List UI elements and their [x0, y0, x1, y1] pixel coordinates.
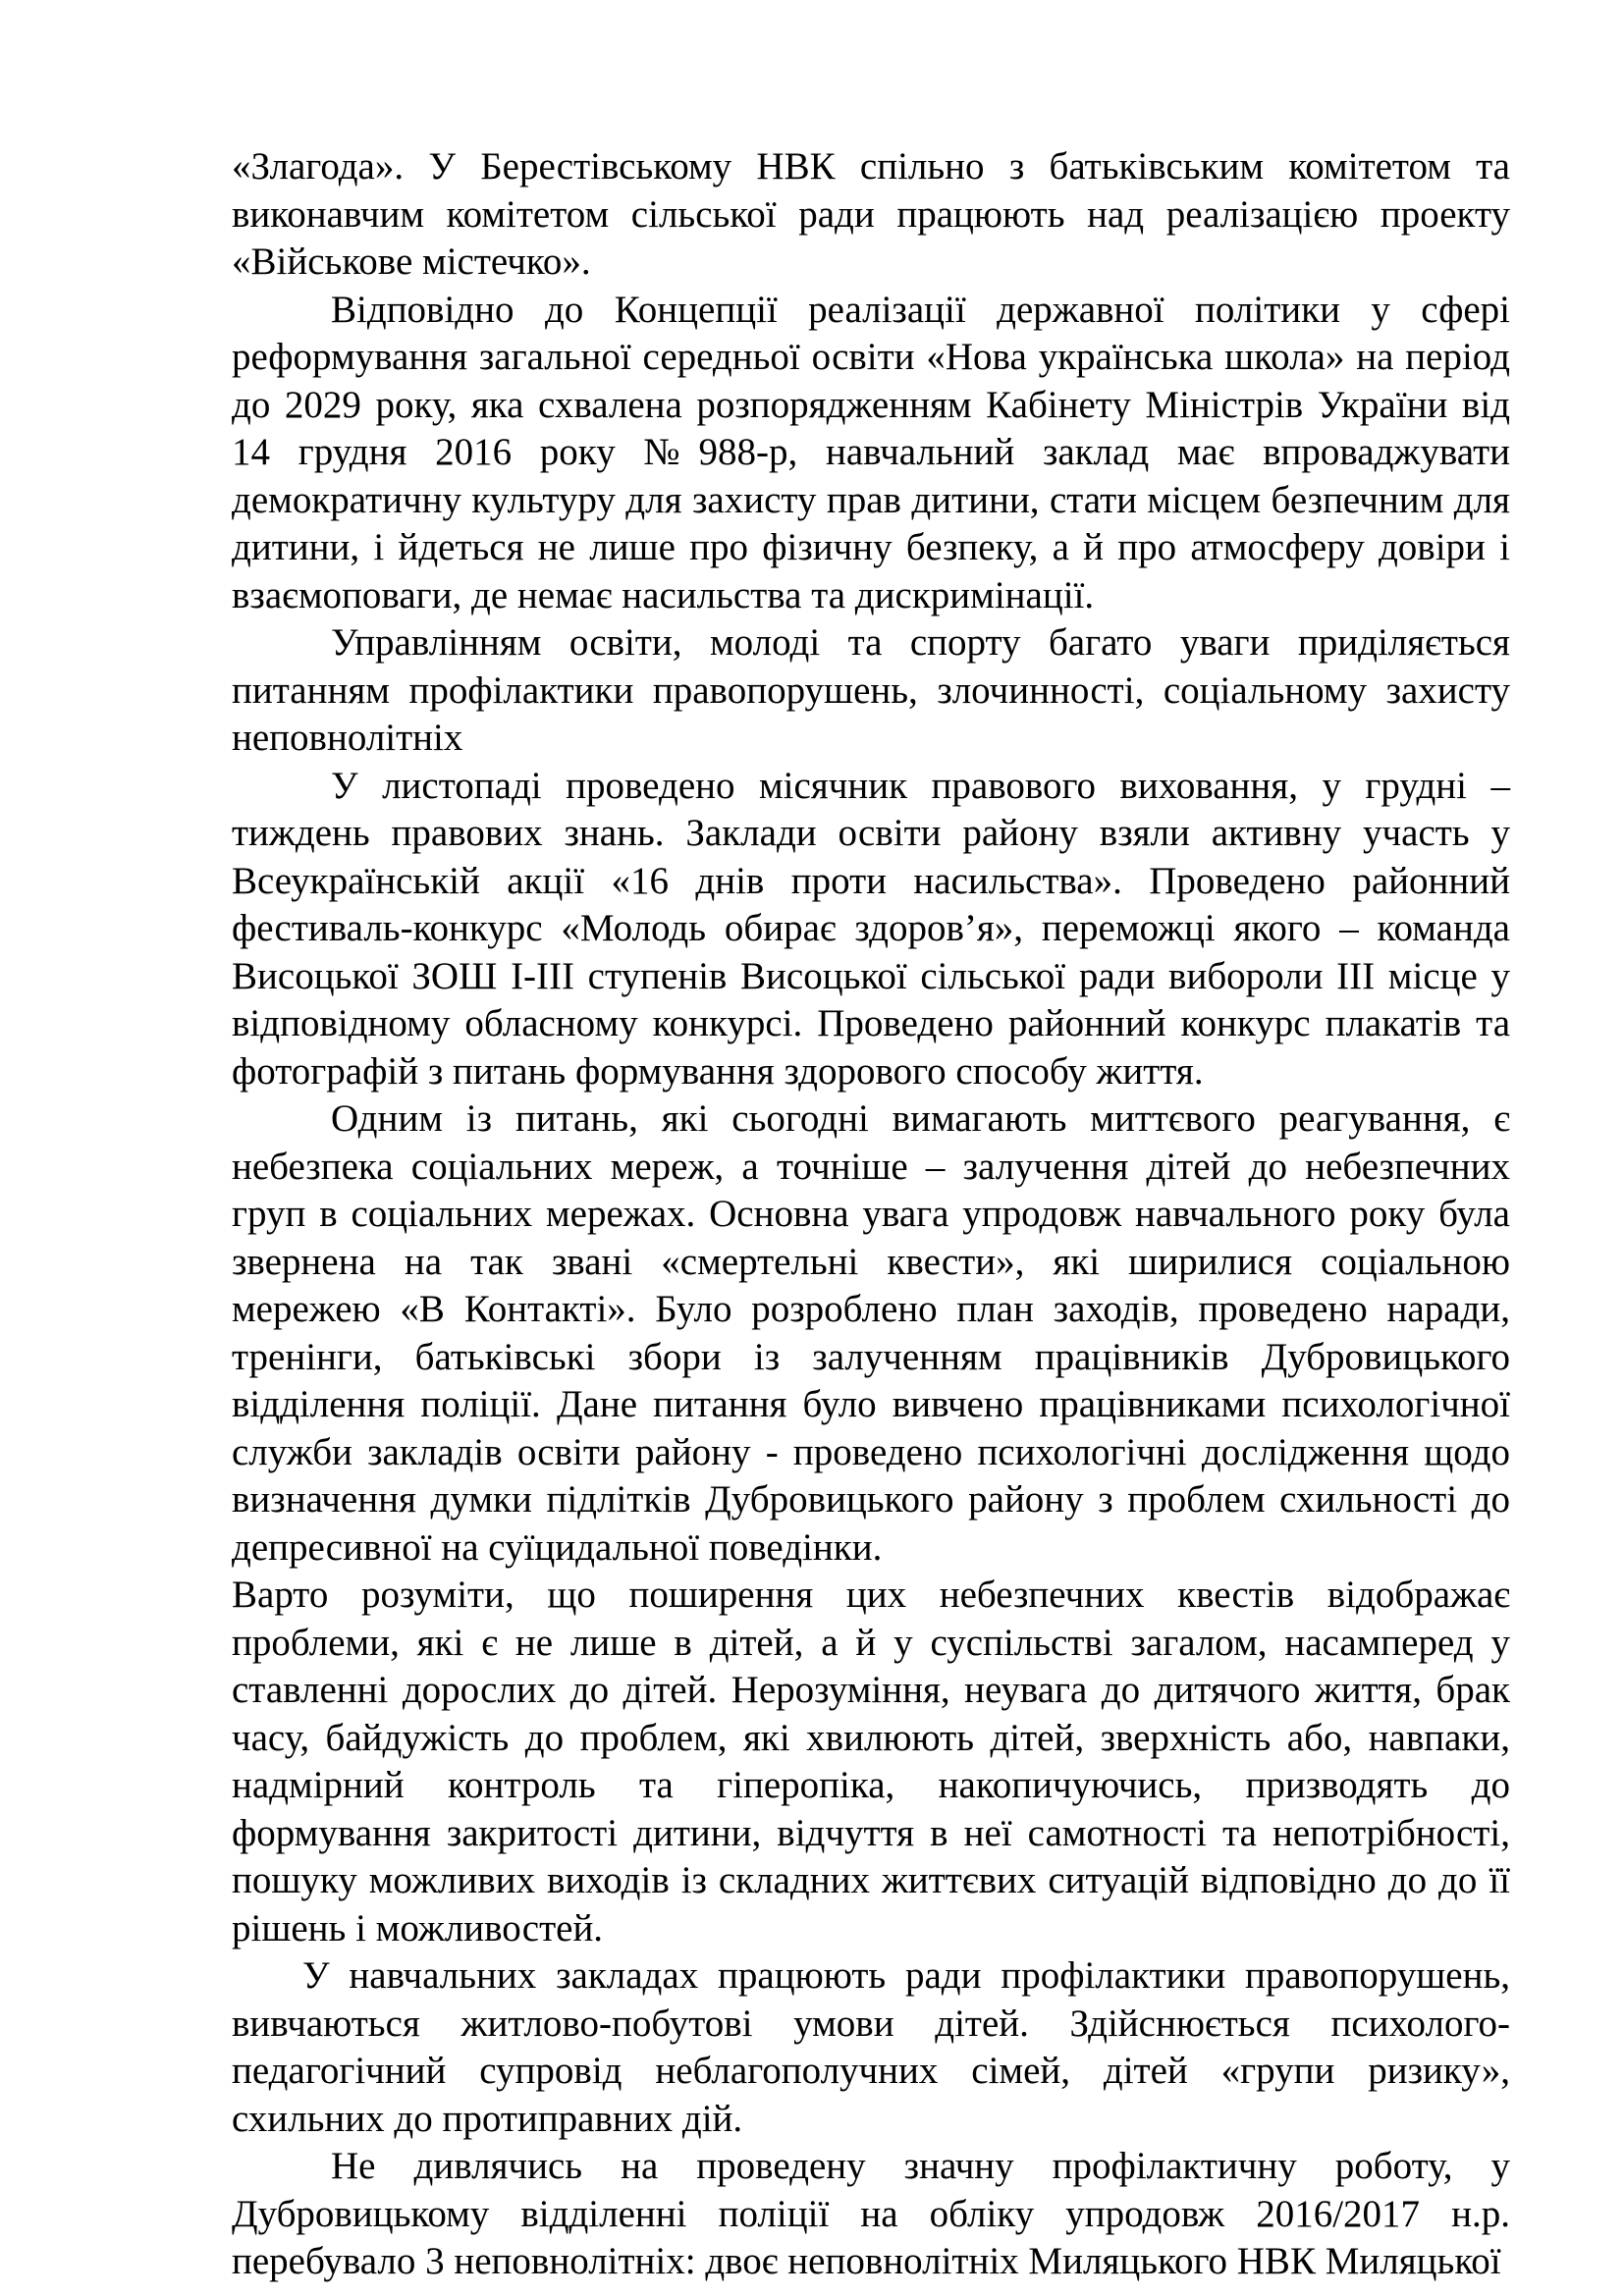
- paragraph-education-department: Управлінням освіти, молоді та спорту багато уваги приділяється питанням профілактики правопорушень, злочинності, соціальному захисту неповнолітніх: [232, 621, 1510, 759]
- paragraph-social-networks: Одним із питань, які сьогодні вимагають миттєвого реагування, є небезпека соціальних мереж, а точніше – залучення дітей до небезпечних груп в соціальних мережах. Основна увага упродовж навчального року була звернена на так звані «смертельні квести», які ширилися соціальною мережею «В Контакті». Було розроблено план заходів, проведено наради, тренінги, батьківські збори із залученням працівників Дубровицького відділення поліції. Дане питання було вивчено працівниками психологічної служби закладів освіти району - проведено психологічні дослідження щодо визначення думки підлітків Дубровицького району з проблем схильності до депресивної на суїцидальної поведінки.: [232, 1097, 1510, 1569]
- document-body: [232, 143, 1510, 2286]
- paragraph-police-registry: Не дивлячись на проведену значну профілактичну роботу, у Дубровицькому відділенні поліції на обліку упродовж 2016/2017 н.р. перебувало 3 неповнолітніх: двоє неповнолітніх Миляцького НВК Миляцької: [232, 2145, 1510, 2282]
- paragraph-prevention-councils: У навчальних закладах працюють ради профілактики правопорушень, вивчаються житлово-побутові умови дітей. Здійснюється психолого-педагогічний супровід неблагополучних сімей, дітей «групи ризику», схильних до протиправних дій.: [232, 1954, 1510, 2140]
- paragraph-concept-new-school: Відповідно до Концепції реалізації державної політики у сфері реформування загальної середньої освіти «Нова українська школа» на період до 2029 року, яка схвалена розпорядженням Кабінету Міністрів України від 14 грудня 2016 року №988-р, навчальний заклад має впроваджувати демократичну культуру для захисту прав дитини, стати місцем безпечним для дитини, і йдеться не лише про фізичну безпеку, а й про атмосферу довіри і взаємоповаги, де немає насильства та дискримінації.: [232, 288, 1510, 616]
- paragraph-dangerous-quests: Варто розуміти, що поширення цих небезпечних квестів відображає проблеми, які є не лише в дітей, а й у суспільстві загалом, насамперед у ставленні дорослих до дітей. Нерозуміння, неувага до дитячого життя, брак часу, байдужість до проблем, які хвилюють дітей, зверхність або, навпаки, надмірний контроль та гіперопіка, накопичуючись, призводять до формування закритості дитини, відчуття в неї самотності та непотрібності, пошуку можливих виходів із складних життєвих ситуацій відповідно до до її рішень і можливостей.: [232, 1574, 1510, 1949]
- paragraph-zlagoda: «Злагода». У Берестівському НВК спільно з батьківським комітетом та виконавчим комітетом сільської ради працюють над реалізацією проекту «Військове містечко».: [232, 145, 1510, 283]
- paragraph-legal-education-month: У листопаді проведено місячник правового виховання, у грудні – тиждень правових знань. Заклади освіти району взяли активну участь у Всеукраїнській акції «16 днів проти насильства». Проведено районний фестиваль-конкурс «Молодь обирає здоров’я», переможці якого – команда Висоцької ЗОШ І-ІІІ ступенів Висоцької сільської ради вибороли ІІІ місце у відповідному обласному конкурсі. Проведено районний конкурс плакатів та фотографій з питань формування здорового способу життя.: [232, 764, 1510, 1093]
